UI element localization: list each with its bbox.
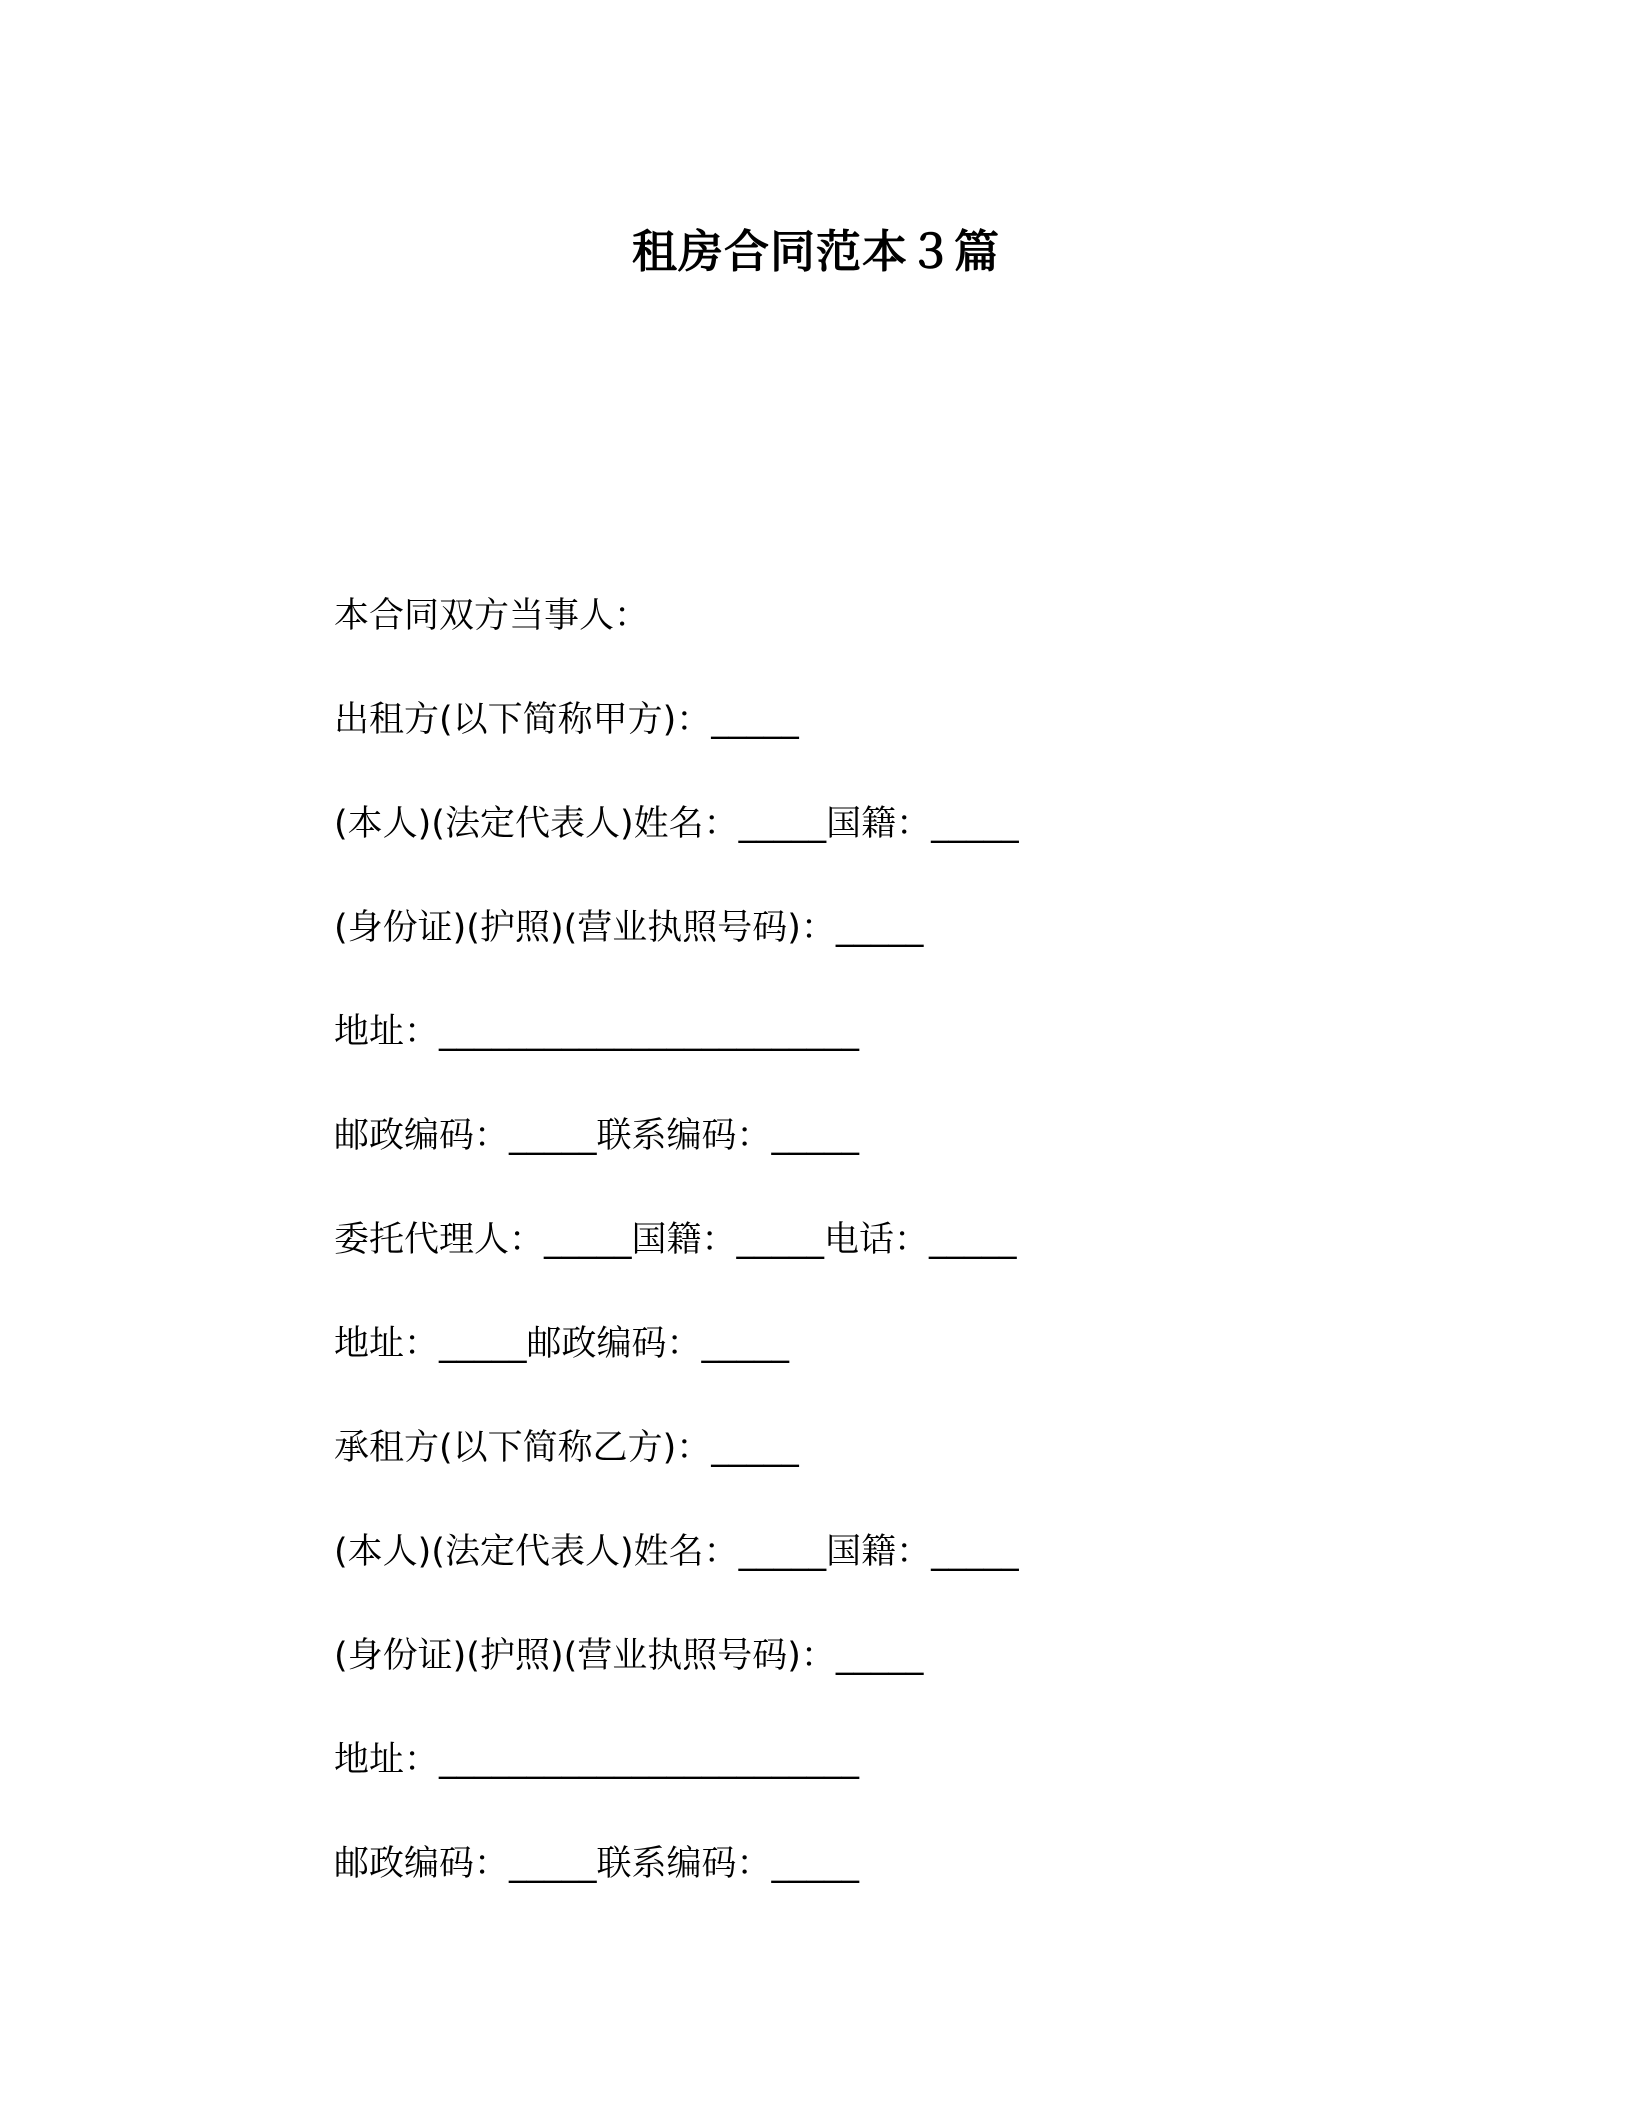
contract-line-lessee-postcode-contact: 邮政编码：_____联系编码：_____ [334, 1844, 860, 1884]
contract-line-lessor-address: 地址：________________________ [334, 1012, 860, 1052]
document-title: 租房合同范本３篇 [631, 225, 1000, 278]
contract-line-lessee-address: 地址：________________________ [334, 1740, 860, 1780]
contract-line-lessee-name-nationality: (本人)(法定代表人)姓名：_____国籍：_____ [334, 1532, 1019, 1572]
contract-line-agent-address: 地址：_____邮政编码：_____ [334, 1324, 790, 1364]
contract-line-lessee-id: (身份证)(护照)(营业执照号码)：_____ [334, 1636, 924, 1676]
contract-line-parties: 本合同双方当事人： [334, 596, 650, 636]
contract-line-lessor: 出租方(以下简称甲方)：_____ [334, 700, 799, 740]
contract-line-agent: 委托代理人：_____国籍：_____电话：_____ [334, 1220, 1017, 1260]
contract-line-lessor-name-nationality: (本人)(法定代表人)姓名：_____国籍：_____ [334, 804, 1019, 844]
contract-line-lessor-postcode-contact: 邮政编码：_____联系编码：_____ [334, 1116, 860, 1156]
contract-line-lessee: 承租方(以下简称乙方)：_____ [334, 1428, 799, 1468]
contract-line-lessor-id: (身份证)(护照)(营业执照号码)：_____ [334, 908, 924, 948]
contract-body [334, 592, 1534, 1944]
